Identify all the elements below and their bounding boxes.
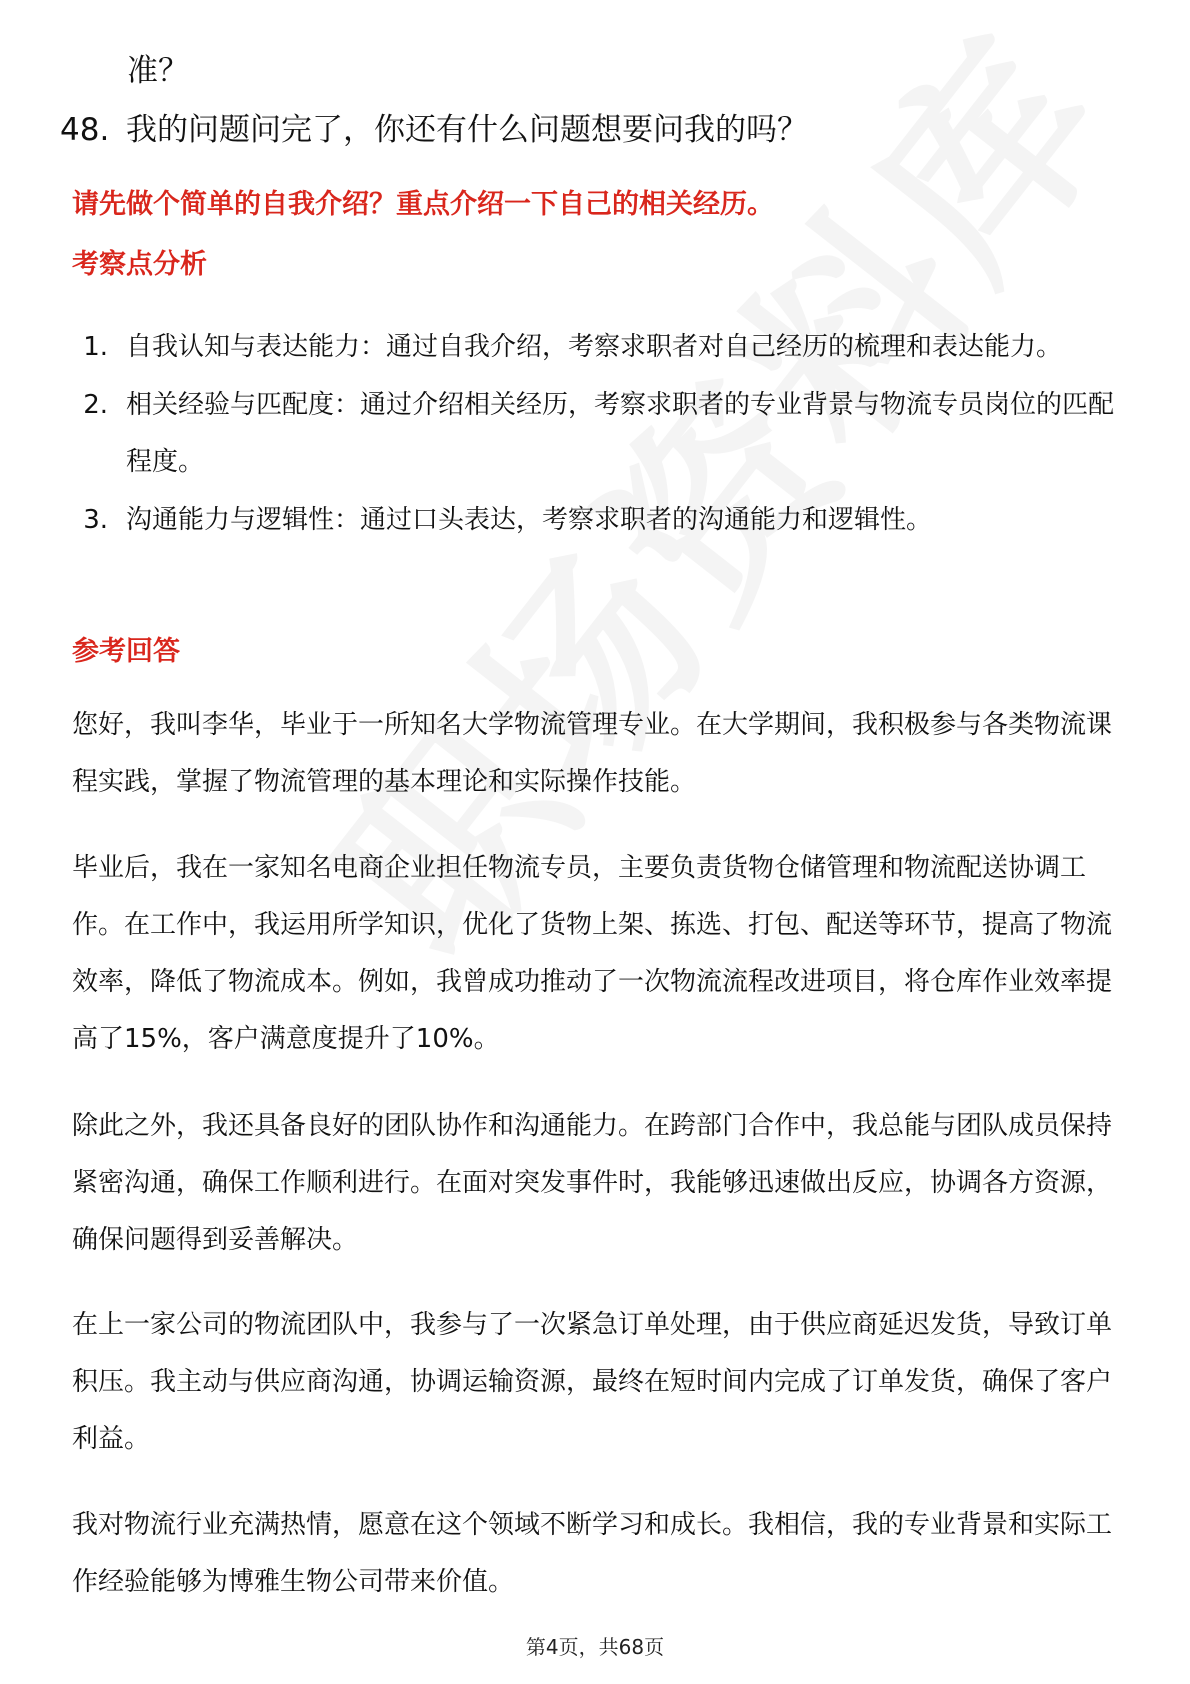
list-index: 1. — [83, 332, 108, 362]
list-index: 2. — [83, 390, 108, 420]
answer-paragraph: 您好，我叫李华，毕业于一所知名大学物流管理专业。在大学期间，我积极参与各类物流课程实践，掌握了物流管理的基本理论和实际操作技能。 — [72, 710, 1113, 797]
analysis-heading: 考察点分析 — [72, 249, 207, 280]
answer-paragraph: 在上一家公司的物流团队中，我参与了一次紧急订单处理，由于供应商延迟发货，导致订单积压。我主动与供应商沟通，协调运输资源，最终在短时间内完成了订单发货，确保了客户利益。 — [72, 1310, 1113, 1454]
list-text: 相关经验与匹配度：通过介绍相关经历，考察求职者的专业背景与物流专员岗位的匹配程度。 — [126, 390, 1115, 477]
previous-question-continuation: 准？ — [127, 53, 189, 89]
analysis-list — [72, 319, 1122, 550]
list-text: 自我认知与表达能力：通过自我介绍，考察求职者对自己经历的梳理和表达能力。 — [126, 332, 1063, 362]
answer-heading: 参考回答 — [72, 636, 180, 667]
answer-paragraph: 除此之外，我还具备良好的团队协作和沟通能力。在跨部门合作中，我总能与团队成员保持紧密沟通，确保工作顺利进行。在面对突发事件时，我能够迅速做出反应，协调各方资源，确保问题得到妥善解决。 — [72, 1111, 1113, 1255]
question-number: 48. — [60, 112, 110, 148]
list-item — [72, 492, 1122, 549]
answer-paragraph: 我对物流行业充满热情，愿意在这个领域不断学习和成长。我相信，我的专业背景和实际工作经验能够为博雅生物公司带来价值。 — [72, 1510, 1113, 1597]
list-index: 3. — [83, 505, 108, 535]
question-text: 我的问题问完了，你还有什么问题想要问我的吗？ — [126, 112, 808, 148]
list-item — [72, 319, 1122, 376]
list-item — [72, 377, 1122, 491]
answer-paragraph: 毕业后，我在一家知名电商企业担任物流专员，主要负责货物仓储管理和物流配送协调工作。在工作中，我运用所学知识，优化了货物上架、拣选、打包、配送等环节，提高了物流效率，降低了物流成本。例如，我曾成功推动了一次物流流程改进项目，将仓库作业效率提高了15%，客户满意度提升了10%。 — [72, 853, 1113, 1054]
page-footer: 第4页，共68页 — [525, 1635, 665, 1659]
list-text: 沟通能力与逻辑性：通过口头表达，考察求职者的沟通能力和逻辑性。 — [126, 505, 933, 535]
question-48 — [60, 105, 808, 155]
interview-prompt: 请先做个简单的自我介绍？重点介绍一下自己的相关经历。 — [72, 189, 774, 220]
